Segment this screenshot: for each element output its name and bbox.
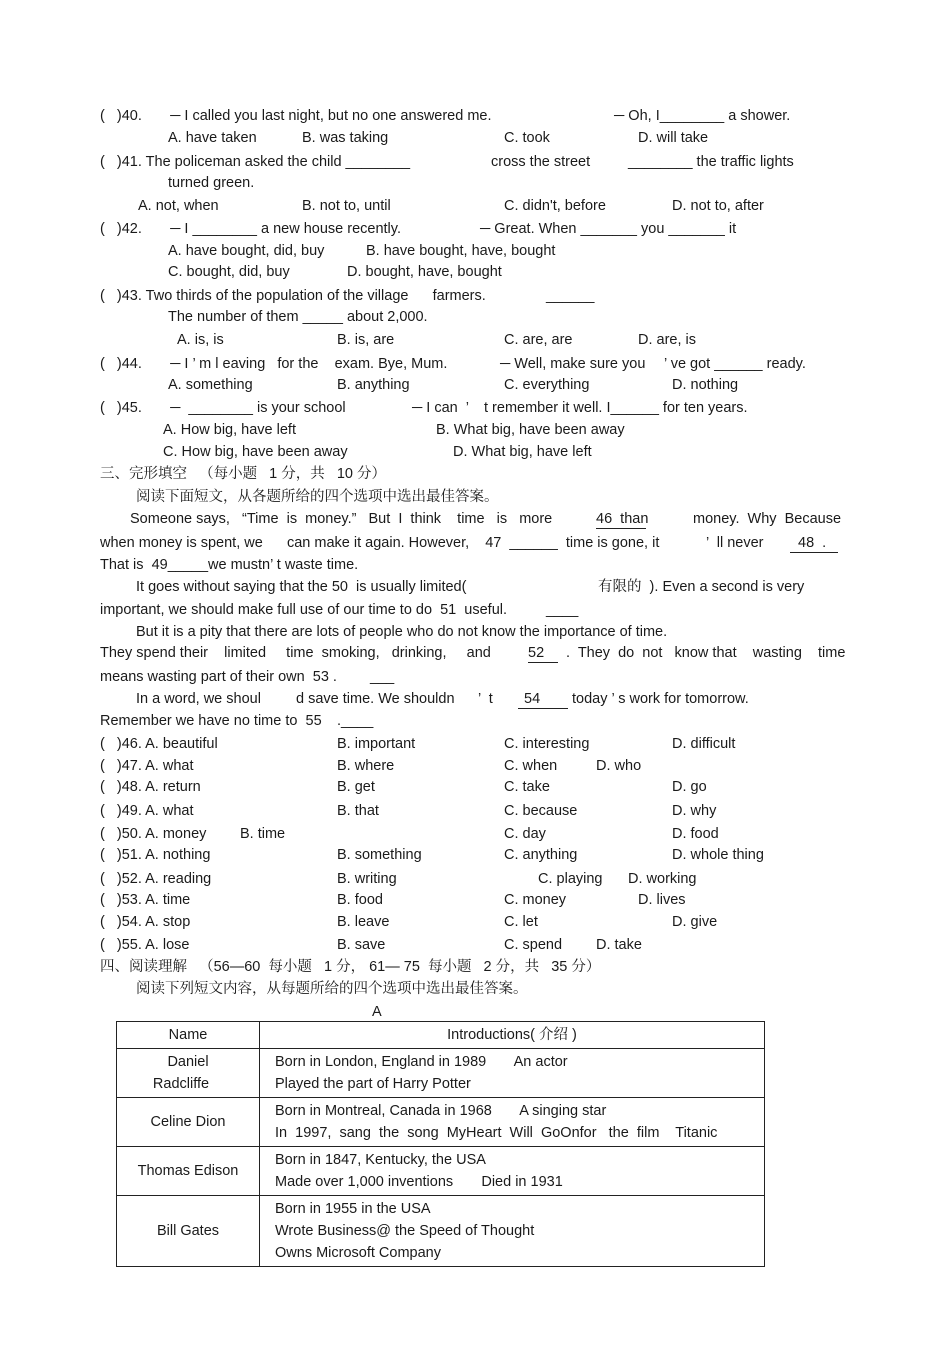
option-d: D. difficult (672, 736, 736, 752)
cloze-line: That is 49_____we mustn’ t waste time. (100, 557, 359, 573)
column-header-name: Name (117, 1022, 260, 1049)
option-b: B. save (337, 937, 386, 953)
option-d: D. bought, have, bought (347, 264, 502, 280)
question-41-mid: cross the street (491, 154, 591, 170)
cloze-option-row: ( )46. A. beautiful (100, 736, 218, 752)
person-intro: Born in Montreal, Canada in 1968 A singing star In 1997, sang the song MyHeart Will GoOnfor the film Titanic (260, 1098, 765, 1147)
option-b: B. have bought, have, bought (366, 243, 556, 259)
option-d: D. take (596, 937, 642, 953)
option-c: C. money (504, 892, 567, 908)
question-42: ( )42. ─ I ________ a new house recently. (100, 221, 401, 237)
cloze-line: Someone says, “Time is money.” But I think time is more (130, 511, 553, 527)
option-d: D. give (672, 914, 718, 930)
option-c: C. everything (504, 377, 590, 393)
cloze-line: . They do not know that wasting time (566, 645, 846, 661)
option-a: A. not, when (138, 198, 219, 214)
cloze-option-row: ( )54. A. stop (100, 914, 191, 930)
cloze-option-row: ( )50. A. money (100, 826, 207, 842)
option-a: A. have bought, did, buy (168, 243, 325, 259)
option-d: D. not to, after (672, 198, 764, 214)
cloze-blank-55: .____ (337, 713, 374, 729)
cloze-blank-51: ____ (546, 602, 579, 618)
option-c: C. How big, have been away (163, 444, 348, 460)
cloze-option-row: ( )52. A. reading (100, 871, 212, 887)
cloze-blank-48: 48 . (790, 534, 838, 553)
option-c: C. day (504, 826, 546, 842)
option-b: B. is, are (337, 332, 395, 348)
cloze-line: d save time. We shouldn (296, 691, 455, 707)
cloze-option-row: ( )51. A. nothing (100, 847, 211, 863)
option-b: B. leave (337, 914, 390, 930)
cloze-instruction: 阅读下面短文，从各题所给的四个选项中选出最佳答案。 (136, 489, 499, 505)
reading-heading: 四、阅读理解 （56—60 每小题 1 分， 61— 75 每小题 2 分，共 35 分） (100, 959, 601, 975)
cloze-blank-46: 46 than (596, 511, 649, 527)
question-44-mid: ─ Well, make sure you (500, 356, 646, 372)
cloze-line: important, we should make full use of our time to do 51 useful. (100, 602, 508, 618)
option-b: B. was taking (302, 130, 389, 146)
option-a: A. How big, have left (163, 422, 296, 438)
person-intro: Born in 1847, Kentucky, the USA Made over 1,000 inventions Died in 1931 (260, 1147, 765, 1196)
option-b: B. time (240, 826, 286, 842)
table-row (117, 1196, 765, 1267)
option-d: D. What big, have left (453, 444, 592, 460)
option-d: D. nothing (672, 377, 739, 393)
cloze-option-row: ( )48. A. return (100, 779, 201, 795)
option-c: C. playing (538, 871, 603, 887)
person-name: Thomas Edison (117, 1147, 260, 1196)
option-b: B. something (337, 847, 422, 863)
option-b: B. What big, have been away (436, 422, 625, 438)
cloze-heading: 三、完形填空 （每小题 1 分，共 10 分） (100, 466, 387, 482)
cloze-line: Remember we have no time to 55 (100, 713, 322, 729)
option-d: D. food (672, 826, 719, 842)
person-intro: Born in 1955 in the USA Wrote Business@ the Speed of Thought Owns Microsoft Company (260, 1196, 765, 1267)
option-c: C. interesting (504, 736, 590, 752)
column-header-introductions: Introductions( 介绍 ) (260, 1022, 765, 1049)
cloze-line: when money is spent, we can make it again. However, 47 ______ time is gone, it (100, 535, 660, 551)
option-c: C. because (504, 803, 578, 819)
option-a: A. have taken (168, 130, 257, 146)
option-b: B. food (337, 892, 383, 908)
option-c: C. spend (504, 937, 563, 953)
question-45-tail: t remember it well. I______ for ten years. (484, 400, 748, 416)
question-44-tail: ’ ve got ______ ready. (664, 356, 806, 372)
option-c: C. anything (504, 847, 578, 863)
cloze-line: It goes without saying that the 50 is usually limited( (136, 579, 467, 595)
option-b: B. anything (337, 377, 410, 393)
option-c: C. took (504, 130, 550, 146)
cloze-line: ’ ll never (706, 535, 764, 551)
cloze-blank-52: 52 (528, 644, 558, 663)
option-c: C. didn't, before (504, 198, 606, 214)
question-43-blank: ______ (546, 288, 595, 304)
reading-instruction: 阅读下列短文内容，从每题所给的四个选项中选出最佳答案。 (136, 981, 528, 997)
option-d: D. working (628, 871, 697, 887)
question-45: ( )45. ─ ________ is your school (100, 400, 346, 416)
option-c: C. let (504, 914, 538, 930)
option-b: B. writing (337, 871, 397, 887)
option-d: D. whole thing (672, 847, 764, 863)
passage-label: A (372, 1004, 382, 1020)
option-c: C. are, are (504, 332, 573, 348)
question-45-mid: ─ I can ’ (412, 400, 470, 416)
question-41: ( )41. The policeman asked the child ________ (100, 154, 411, 170)
table-row (117, 1049, 765, 1098)
question-43: ( )43. Two thirds of the population of the village farmers. (100, 288, 486, 304)
people-table (116, 1021, 765, 1267)
option-a: A. is, is (177, 332, 224, 348)
option-d: D. go (672, 779, 707, 795)
cloze-line: 有限的 ). Even a second is very (598, 579, 805, 595)
option-c: C. when (504, 758, 558, 774)
cloze-blank-54: 54 (518, 690, 568, 709)
option-d: D. are, is (638, 332, 697, 348)
question-42-reply: ─ Great. When _______ you _______ it (480, 221, 737, 237)
option-b: B. important (337, 736, 416, 752)
option-d: D. who (596, 758, 642, 774)
question-41-cont: turned green. (168, 175, 255, 191)
option-b: B. get (337, 779, 375, 795)
table-row (117, 1147, 765, 1196)
person-name: Celine Dion (117, 1098, 260, 1147)
cloze-option-row: ( )55. A. lose (100, 937, 190, 953)
person-name: Bill Gates (117, 1196, 260, 1267)
cloze-line: ’ t (478, 691, 493, 707)
person-name: Daniel Radcliffe (117, 1049, 260, 1098)
table-row (117, 1098, 765, 1147)
cloze-option-row: ( )53. A. time (100, 892, 191, 908)
option-d: D. why (672, 803, 717, 819)
option-d: D. will take (638, 130, 709, 146)
option-c: C. take (504, 779, 550, 795)
question-40-reply: ─ Oh, I________ a shower. (614, 108, 791, 124)
cloze-option-row: ( )49. A. what (100, 803, 194, 819)
option-b: B. not to, until (302, 198, 391, 214)
option-a: A. something (168, 377, 253, 393)
option-b: B. where (337, 758, 395, 774)
cloze-line: They spend their limited time smoking, drinking, and (100, 645, 491, 661)
cloze-line: In a word, we shoul (136, 691, 261, 707)
question-44: ( )44. ─ I ’ m l eaving for the exam. Bye, Mum. (100, 356, 448, 372)
question-40: ( )40. ─ I called you last night, but no one answered me. (100, 108, 492, 124)
option-b: B. that (337, 803, 379, 819)
cloze-blank-53: ___ (370, 669, 395, 685)
person-intro: Born in London, England in 1989 An actor Played the part of Harry Potter (260, 1049, 765, 1098)
cloze-line: today ’ s work for tomorrow. (572, 691, 749, 707)
cloze-option-row: ( )47. A. what (100, 758, 194, 774)
cloze-line: But it is a pity that there are lots of people who do not know the importance of time. (136, 624, 668, 640)
option-c: C. bought, did, buy (168, 264, 290, 280)
question-41-tail: ________ the traffic lights (628, 154, 794, 170)
cloze-line: money. Why Because (693, 511, 842, 527)
cloze-line: means wasting part of their own 53 . (100, 669, 337, 685)
option-d: D. lives (638, 892, 686, 908)
question-43-cont: The number of them _____ about 2,000. (168, 309, 428, 325)
table-header-row (117, 1022, 765, 1049)
